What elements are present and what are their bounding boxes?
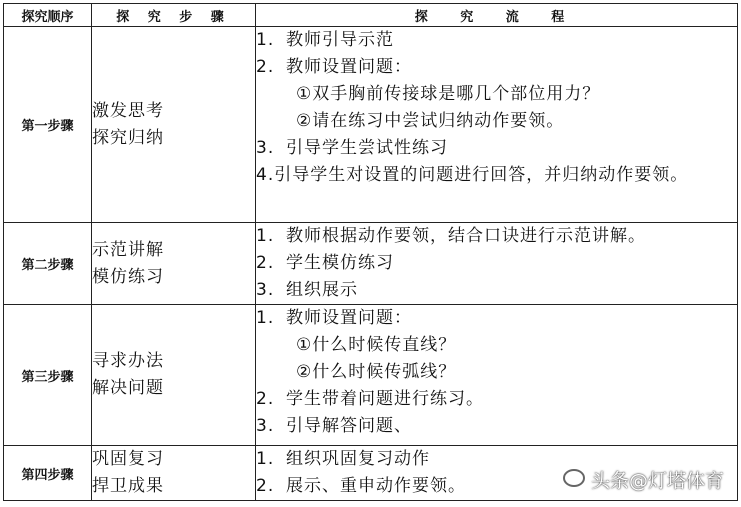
- flow-item: [256, 305, 737, 332]
- flow-number: 3.: [256, 416, 275, 436]
- flow-number: 3.: [256, 280, 275, 300]
- step-flow: [256, 305, 738, 446]
- flow-item: [256, 250, 737, 277]
- flow-text: 引导学生尝试性练习: [286, 138, 448, 158]
- aim-line: 寻求办法: [92, 351, 164, 371]
- header-steps: 探 究 步 骤: [92, 4, 256, 27]
- flow-subitem: ②请在练习中尝试归纳动作要领。: [296, 111, 565, 131]
- aim-line: 捍卫成果: [92, 476, 164, 496]
- step-label: 第四步骤: [4, 446, 92, 501]
- flow-number: 1.: [256, 449, 275, 469]
- flow-item: [256, 386, 737, 413]
- flow-number: 2.: [256, 389, 275, 409]
- flow-subitem: ②什么时候传弧线？: [296, 362, 457, 382]
- aim-line: 激发思考: [92, 100, 164, 121]
- flow-item: [256, 277, 737, 304]
- flow-item: [256, 413, 737, 440]
- step-label: 第二步骤: [4, 223, 92, 305]
- step-flow: [256, 27, 738, 223]
- flow-number: 2.: [256, 57, 275, 77]
- flow-text: 学生带着问题进行练习。: [286, 389, 484, 409]
- aim-line: 示范讲解: [92, 239, 164, 260]
- flow-number: 1.: [256, 30, 275, 50]
- table-row: [4, 305, 738, 446]
- flow-subitem: ①什么时候传直线？: [296, 335, 457, 355]
- flow-text: 教师设置问题：: [286, 57, 412, 77]
- flow-subitem: ①双手胸前传接球是哪几个部位用力？: [296, 84, 601, 104]
- step-flow: [256, 223, 738, 305]
- aim-line: 解决问题: [92, 378, 164, 398]
- flow-text: 教师根据动作要领，结合口诀进行示范讲解。: [286, 226, 646, 246]
- flow-item: [256, 54, 737, 81]
- table-row: [4, 27, 738, 223]
- step-aim: [92, 305, 256, 446]
- header-flow: 探 究 流 程: [256, 4, 738, 27]
- table-row: [4, 223, 738, 305]
- flow-number: 2.: [256, 476, 275, 496]
- watermark: [563, 463, 733, 495]
- step-aim: [92, 446, 256, 501]
- flow-number: 1.: [256, 226, 275, 246]
- weixin-logo-icon: [563, 469, 585, 487]
- flow-text: 组织巩固复习动作: [286, 449, 430, 469]
- step-aim: [92, 223, 256, 305]
- watermark-text: 头条@灯塔体育: [591, 470, 725, 492]
- header-order: 探究顺序: [4, 4, 92, 27]
- flow-text: 组织展示: [286, 280, 358, 300]
- flow-text: 教师设置问题：: [286, 308, 412, 328]
- aim-line: 巩固复习: [92, 449, 164, 469]
- step-aim: [92, 27, 256, 223]
- inquiry-steps-table: [3, 3, 738, 501]
- aim-line: 探究归纳: [92, 127, 164, 148]
- flow-item: [256, 223, 737, 250]
- flow-text: 展示、重申动作要领。: [286, 476, 466, 496]
- flow-item: [256, 135, 737, 162]
- aim-line: 模仿练习: [92, 266, 164, 287]
- flow-item: 4.引导学生对设置的问题进行回答，并归纳动作要领。: [256, 165, 689, 185]
- flow-text: 学生模仿练习: [286, 253, 394, 273]
- table-header-row: [4, 4, 738, 27]
- flow-number: 2.: [256, 253, 275, 273]
- step-label: 第一步骤: [4, 27, 92, 223]
- flow-number: 3.: [256, 138, 275, 158]
- flow-text: 教师引导示范: [286, 30, 394, 50]
- flow-text: 引导解答问题、: [286, 416, 412, 436]
- step-label: 第三步骤: [4, 305, 92, 446]
- flow-number: 1.: [256, 308, 275, 328]
- flow-item: [256, 27, 737, 54]
